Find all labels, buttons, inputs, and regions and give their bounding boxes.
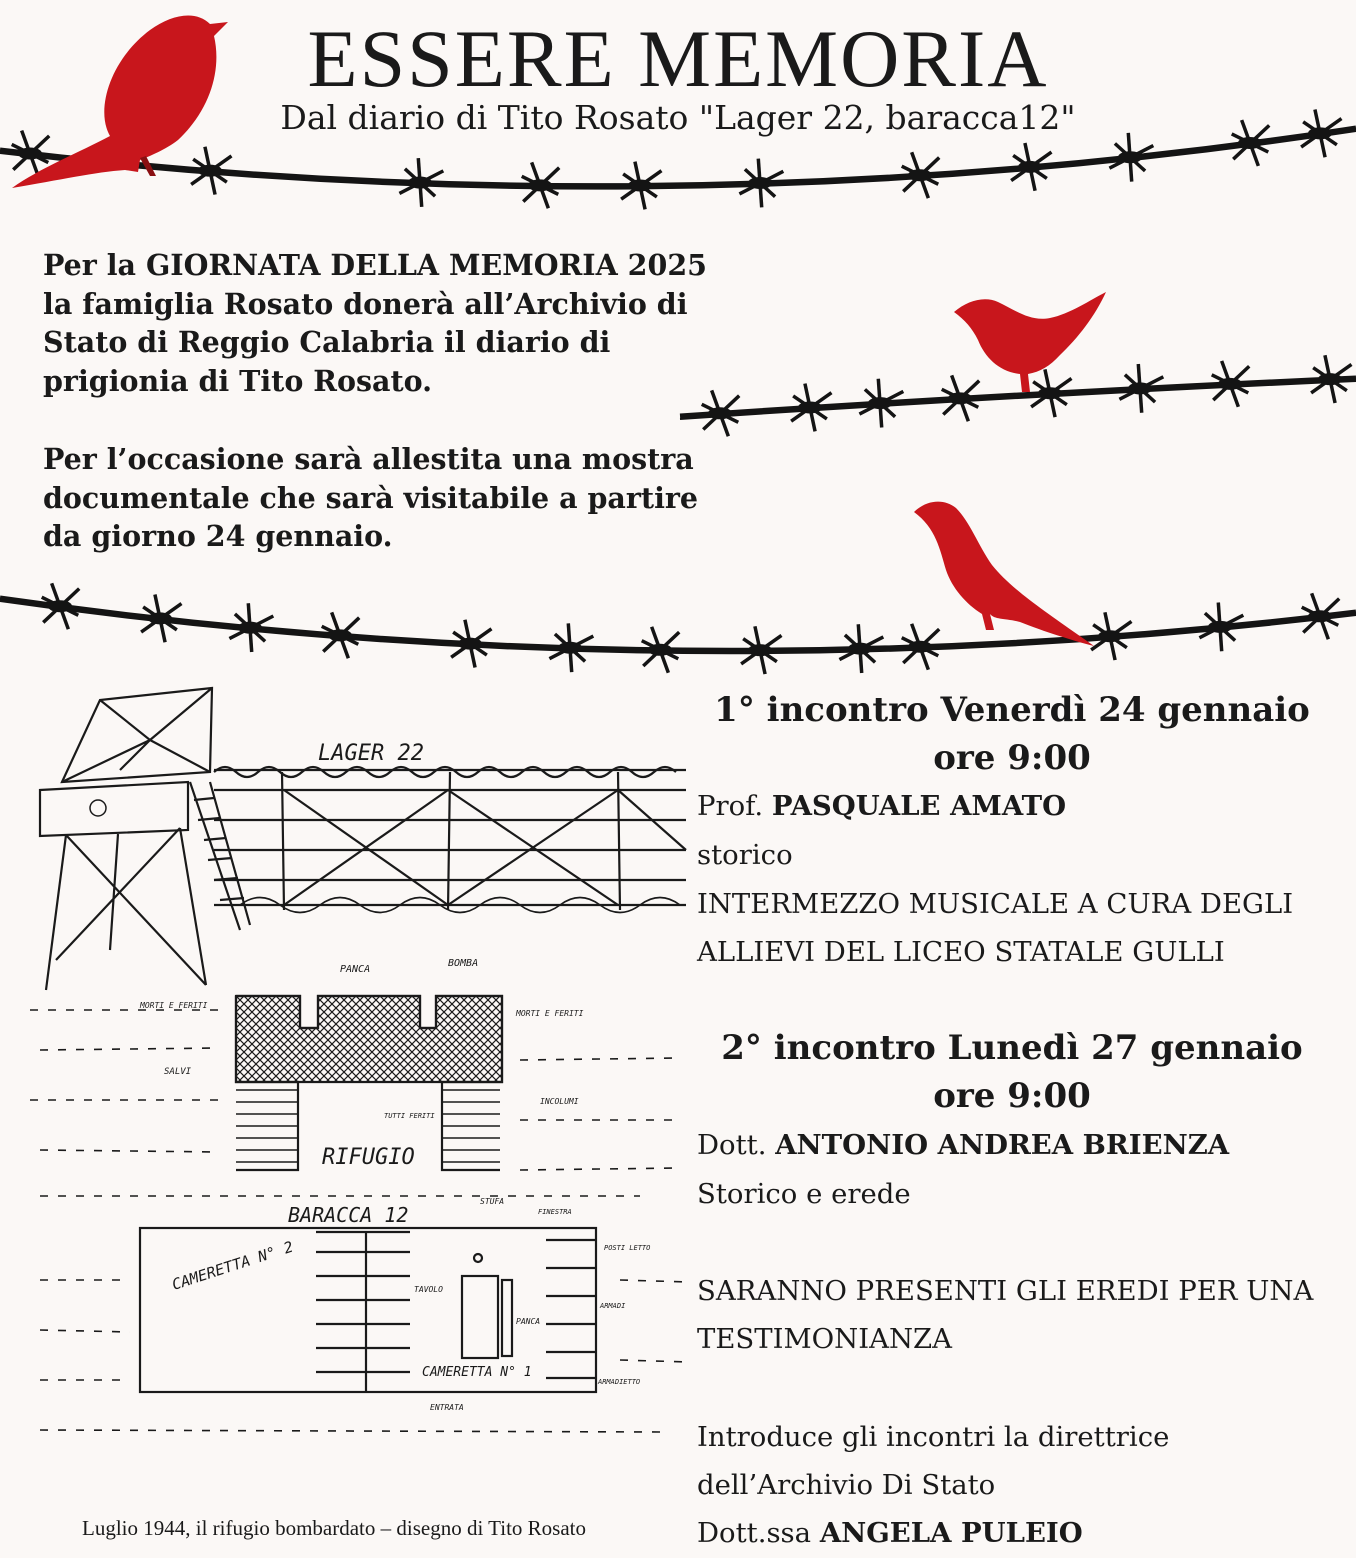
intro-line: Per la GIORNATA DELLA MEMORIA 2025 <box>43 248 707 282</box>
event1-role: storico <box>697 839 793 871</box>
page-title: ESSERE MEMORIA <box>307 13 1049 104</box>
event2-title: 2° incontro Lunedì 27 gennaio <box>721 1028 1303 1068</box>
label-cameretta2: CAMERETTA N° 2 <box>169 1237 296 1294</box>
label-morti-right: MORTI E FERITI <box>516 1009 584 1018</box>
label-panca2: PANCA <box>516 1317 541 1326</box>
camp-drawing <box>0 680 700 1540</box>
page-subtitle: Dal diario di Tito Rosato "Lager 22, baracca12" <box>280 98 1076 137</box>
label-entrata: ENTRATA <box>430 1403 464 1412</box>
label-cameretta1: CAMERETTA N° 1 <box>422 1365 532 1380</box>
event1-title: 1° incontro Venerdì 24 gennaio <box>714 690 1310 730</box>
label-lager: LAGER 22 <box>318 741 424 766</box>
speaker-name: ANTONIO ANDREA BRIENZA <box>775 1129 1230 1161</box>
label-armadi: ARMADI <box>600 1302 626 1310</box>
label-stufa: STUFA <box>480 1197 505 1206</box>
label-panca: PANCA <box>340 964 371 975</box>
intro-line: prigionia di Tito Rosato. <box>43 363 433 398</box>
sun-icon <box>90 800 106 816</box>
label-salvi: SALVI <box>164 1067 192 1077</box>
intro-paragraph-2 <box>43 440 763 556</box>
label-bomba: BOMBA <box>448 958 479 969</box>
event1-time: ore 9:00 <box>933 738 1091 778</box>
event1-music-line1: INTERMEZZO MUSICALE A CURA DEGLI <box>697 888 1294 920</box>
heirs-line1: SARANNO PRESENTI GLI EREDI PER UNA <box>697 1275 1314 1307</box>
label-armadietto: ARMADIETTO <box>598 1378 641 1386</box>
label-posti-letto: POSTI LETTO <box>604 1244 651 1252</box>
label-morti-left: MORTI E FERITI <box>140 1001 208 1010</box>
event1-music-line2: ALLIEVI DEL LICEO STATALE GULLI <box>697 936 1225 968</box>
director-name-line <box>697 1516 1083 1550</box>
drawing-caption: Luglio 1944, il rifugio bombardato – disegno di Tito Rosato <box>82 1516 586 1540</box>
speaker-prefix: Dott. <box>697 1129 776 1161</box>
label-finestra: FINESTRA <box>538 1208 572 1216</box>
director-name: ANGELA PULEIO <box>819 1517 1083 1549</box>
event2-time: ore 9:00 <box>933 1076 1091 1116</box>
speaker-name: PASQUALE AMATO <box>771 790 1067 822</box>
intro-line: la famiglia Rosato donerà all’Archivio di <box>43 286 688 321</box>
event2-speaker <box>697 1128 1229 1162</box>
label-incolumi: INCOLUMI <box>540 1097 579 1106</box>
intro-paragraph-1 <box>43 246 763 400</box>
intro-line: da giorno 24 gennaio. <box>43 519 393 553</box>
label-rifugio: RIFUGIO <box>322 1145 415 1170</box>
director-prefix: Dott.ssa <box>697 1517 820 1549</box>
director-line1: Introduce gli incontri la direttrice <box>697 1421 1170 1453</box>
watchtower-roof <box>62 688 212 782</box>
label-tavolo: TAVOLO <box>414 1285 443 1294</box>
intro-line: Per l’occasione sarà allestita una mostra <box>43 442 694 476</box>
intro-line: Stato di Reggio Calabria il diario di <box>43 325 611 359</box>
label-baracca: BARACCA 12 <box>288 1203 409 1227</box>
label-tutti: TUTTI FERITI <box>384 1112 435 1120</box>
director-line2: dell’Archivio Di Stato <box>697 1469 996 1501</box>
heirs-line2: TESTIMONIANZA <box>697 1323 952 1355</box>
event1-speaker <box>697 789 1066 823</box>
speaker-prefix: Prof. <box>697 790 772 822</box>
event2-role: Storico e erede <box>697 1178 911 1210</box>
intro-line: documentale che sarà visitabile a partire <box>43 480 699 515</box>
